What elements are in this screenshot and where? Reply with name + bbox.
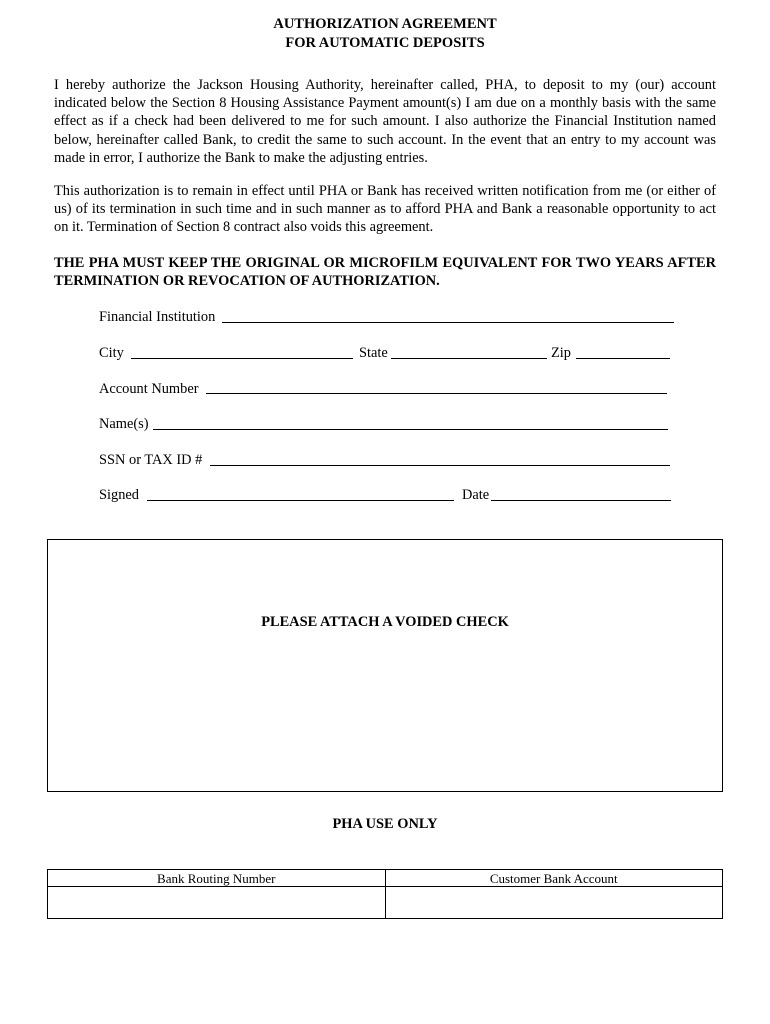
pha-use-table bbox=[47, 869, 723, 919]
form-title-line-1: AUTHORIZATION AGREEMENT bbox=[273, 16, 497, 32]
account-number-label: Account Number bbox=[99, 381, 199, 397]
customer-bank-account-header: Customer Bank Account bbox=[385, 870, 723, 887]
city-field[interactable] bbox=[131, 358, 353, 359]
zip-label: Zip bbox=[551, 345, 571, 361]
names-field[interactable] bbox=[153, 429, 668, 430]
ssn-label: SSN or TAX ID # bbox=[99, 452, 203, 468]
zip-field[interactable] bbox=[576, 358, 670, 359]
bank-routing-number-header: Bank Routing Number bbox=[48, 870, 386, 887]
pha-use-only-heading: PHA USE ONLY bbox=[332, 816, 438, 832]
financial-institution-label: Financial Institution bbox=[99, 309, 216, 325]
state-label: State bbox=[359, 345, 388, 361]
effect-paragraph: This authorization is to remain in effect until PHA or Bank has received written notification from me (or either of us) of its termination in such time and in such manner as to afford PHA and Bank a reasonable opportunity to act on it. Termination of Section 8 contract also voids this agreement. bbox=[54, 183, 716, 236]
ssn-field[interactable] bbox=[210, 465, 670, 466]
signed-label: Signed bbox=[99, 487, 139, 503]
names-label: Name(s) bbox=[99, 416, 149, 432]
financial-institution-field[interactable] bbox=[222, 322, 674, 323]
signature-field[interactable] bbox=[147, 500, 454, 501]
authorization-paragraph: I hereby authorize the Jackson Housing Authority, hereinafter called, PHA, to deposit to my (our) account indicated below the Section 8 Housing Assistance Payment amount(s) I am due on a monthly basis with the same effect as if a check had been delivered to me for such amount. I also authorize the Financial Institution named below, hereinafter called Bank, to credit the same to such account. In the event that an entry to my account was made in error, I authorize the Bank to make the adjusting entries. bbox=[54, 77, 716, 166]
voided-check-label: PLEASE ATTACH A VOIDED CHECK bbox=[261, 614, 509, 630]
retention-notice: THE PHA MUST KEEP THE ORIGINAL OR MICROFILM EQUIVALENT FOR TWO YEARS AFTER TERMINATION OR REVOCATION OF AUTHORIZATION. bbox=[54, 255, 716, 290]
customer-bank-account-cell[interactable] bbox=[385, 887, 723, 919]
state-field[interactable] bbox=[391, 358, 547, 359]
date-field[interactable] bbox=[491, 500, 671, 501]
account-number-field[interactable] bbox=[206, 393, 667, 394]
city-label: City bbox=[99, 345, 124, 361]
bank-routing-number-cell[interactable] bbox=[48, 887, 386, 919]
voided-check-box bbox=[47, 539, 723, 792]
date-label: Date bbox=[462, 487, 490, 503]
form-title-line-2: FOR AUTOMATIC DEPOSITS bbox=[285, 35, 485, 51]
